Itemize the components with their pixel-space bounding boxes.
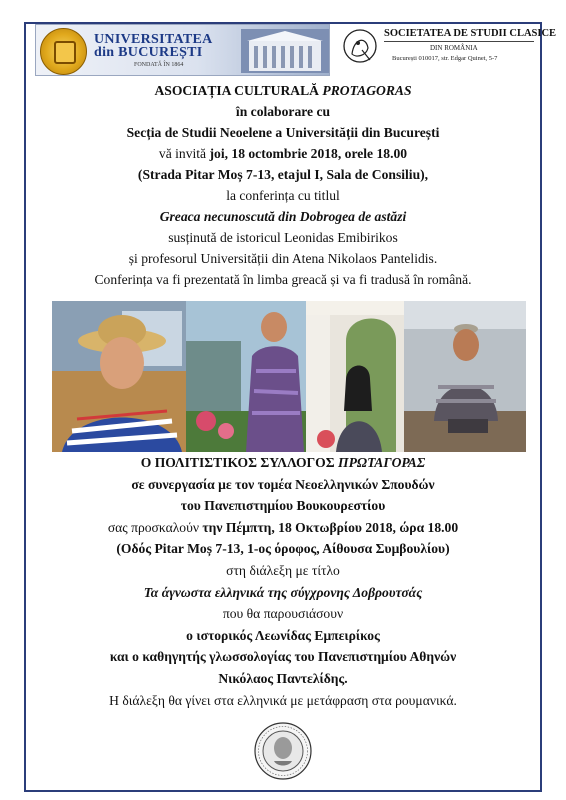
gr-location: (Οδός Pitar Moș 7-13, 1-ος όροφος, Αίθουσα Συμβουλίου)	[116, 541, 450, 557]
society-name: SOCIETATEA DE STUDII CLASICE	[384, 28, 557, 39]
ro-conf-title: Greaca necunoscută din Dobrogea de astăzi	[159, 209, 407, 224]
ro-org-name: PROTAGORAS	[322, 83, 412, 98]
gr-lecture-title: Τα άγνωστα ελληνικά της σύγχρονης Δοβρουτσάς	[143, 584, 423, 600]
society-divider	[384, 41, 534, 42]
ro-conf-intro: la conferința cu titlul	[226, 188, 340, 203]
ro-invite-date: joi, 18 octombrie 2018, orele 18.00	[209, 146, 408, 161]
gr-speaker2-name: Νικόλαος Παντελίδης.	[218, 670, 348, 686]
university-name	[94, 33, 213, 59]
ro-language-note: Conferința va fi prezentată în limba greacă și va fi tradusă în română.	[94, 272, 472, 287]
photo-collage	[52, 301, 526, 452]
ro-invite	[28, 143, 538, 164]
university-building-icon	[241, 29, 329, 73]
gr-lecture-intro: στη διάλεξη με τίτλο	[226, 562, 340, 578]
romanian-invitation	[28, 80, 538, 290]
gr-org-prefix: Ο ΠΟΛΙΤΙΣΤΙΚΟΣ ΣΥΛΛΟΓΟΣ	[140, 455, 339, 470]
ro-speaker1: susținută de istoricul Leonidas Emibirikos	[168, 230, 398, 245]
gr-organization	[28, 452, 538, 474]
gr-invite-prefix: σας προσκαλούν	[107, 519, 203, 535]
society-address: București 010017, str. Edgar Quinet, 5-7	[392, 55, 498, 62]
gr-invite	[28, 517, 538, 539]
gr-invite-date: την Πέμπτη, 18 Οκτωβρίου 2018, ώρα 18.00	[202, 519, 459, 535]
photo-man-sitting	[404, 301, 526, 452]
gr-language-note: Η διάλεξη θα γίνει στα ελληνικά με μετάφραση στα ρουμανικά.	[109, 692, 457, 708]
university-banner	[35, 24, 330, 76]
university-name-line2: din BUCUREȘTI	[94, 45, 203, 60]
greek-invitation	[28, 452, 538, 711]
photo-man-straw-hat	[52, 301, 186, 452]
photo-elderly-woman-veranda	[306, 301, 404, 452]
protagoras-seal-icon	[253, 721, 313, 781]
gr-university: του Πανεπιστημίου Βουκουρεστίου	[180, 498, 386, 514]
ro-invite-prefix: vă invită	[158, 146, 210, 161]
ro-collab: în colaborare cu	[235, 104, 331, 119]
university-name-line1: UNIVERSITATEA	[94, 32, 213, 47]
gr-collab: σε συνεργασία με τον τομέα Νεοελληνικών Σπουδών	[131, 476, 435, 492]
gr-org-name: ΠΡΩΤΑΓΟΡΑΣ	[338, 455, 426, 470]
ro-section: Secția de Studii Neoelene a Universității din București	[126, 125, 440, 140]
university-founded: FONDATĂ ÎN 1864	[134, 62, 184, 68]
photo-woman-garden	[186, 301, 306, 452]
gr-speaker2: και ο καθηγητής γλωσσολογίας του Πανεπιστημίου Αθηνών	[109, 649, 457, 665]
university-seal-icon	[40, 28, 87, 75]
ro-org-prefix: ASOCIAȚIA CULTURALĂ	[154, 83, 323, 98]
gr-presenters-intro: που θα παρουσιάσουν	[222, 606, 344, 622]
ro-organization	[28, 80, 538, 101]
society-owl-logo-icon	[342, 26, 378, 70]
gr-speaker1: ο ιστορικός Λεωνίδας Εμπειρίκος	[186, 627, 380, 643]
ro-speaker2: și profesorul Universității din Atena Nikolaos Pantelidis.	[128, 251, 438, 266]
ro-location: (Strada Pitar Moș 7-13, etajul I, Sala de Consiliu),	[137, 167, 429, 182]
society-country: DIN ROMÂNIA	[430, 44, 478, 52]
